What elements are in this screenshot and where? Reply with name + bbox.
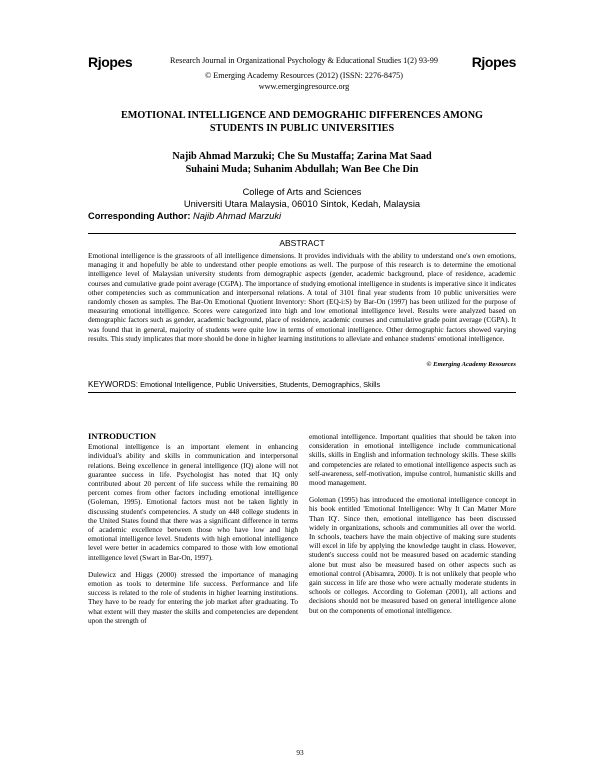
abstract-heading: ABSTRACT: [279, 238, 325, 248]
affiliation-line-1: College of Arts and Sciences: [242, 187, 362, 197]
title-line-1: EMOTIONAL INTELLIGENCE AND DEMOGRAHIC DIFFERENCES AMONG: [121, 110, 483, 121]
keywords-label: KEYWORDS:: [88, 380, 139, 389]
divider-rule: [88, 392, 516, 393]
keywords: [88, 380, 516, 389]
journal-logo-left: Rjopes: [88, 54, 133, 70]
authors-line-1: Najib Ahmad Marzuki; Che Su Mustaffa; Zarina Mat Saad: [172, 151, 432, 162]
publisher-line: © Emerging Academy Resources (2012) (ISSN: 2276-8475): [205, 71, 403, 80]
journal-header: [88, 50, 516, 96]
corresponding-author: [88, 211, 281, 221]
title-line-2: STUDENTS IN PUBLIC UNIVERSITIES: [209, 122, 395, 134]
abstract-text: Emotional intelligence is the grassroots of all intelligence dimensions. It provides individuals with the ability to understand one's own emotions, managing it and hopefully be able to understand other people emotions as well. The purpose of this research is to determine the emotional intelligence level of Malaysian university students from demographic aspects (gender, academic background, place of residence, academic courses and cumulative grade point average (CGPA). The importance of studying emotional intelligence in students is imperative since it indicates other competencies such as communication and interpersonal relations. A total of 3101 final year students from 10 public universities were randomly chosen as samples. The Bar-On Emotional Quotient Inventory: Short (EQ-i:S) by Bar-On (1997) has been utilized for the purpose of measuring emotional intelligence. Scores were categorized into high and low emotional intelligence level. Results were analyzed based on demographic factors such as gender, academic background, place of residence, academic courses and cumulative grade point average (CGPA). It was found that in general, majority of students were quite low in terms of emotional intelligence. Other demographic factors showed varying results. This study implicates that more should be done in higher learning institutions to alleviate and enhance students' emotional intelligence.: [88, 251, 516, 343]
paragraph: emotional intelligence. Important qualities that should be taken into consideration in emotional intelligence include communicational skills, skills in English and information technology skills. These skills and competencies are related to emotional intelligence aspects such as self-awareness, self-motivation, impulse control, humanistic skills and mood management.: [309, 432, 516, 488]
paragraph: Emotional intelligence is an important element in enhancing individual's ability and skills in communication and interpersonal relations. Being excellence in general intelligence (IQ) alone will not guarantee success in life. Psychologist has noted that IQ only contributed about 20 percent of life success while the remaining 80 percent comes from other factors including emotional intelligence (Goleman, 1995). Emotional factors must not be taken lightly in discussing student's competencies. A study on 448 college students in the United States found that there was a significant difference in terms of academic excellence between those who have low and high emotional intelligence level. Students with high emotional intelligence level were better in academics compared to those with low emotional intelligence level (Swart in Bar-On, 1997).: [88, 442, 298, 562]
corresponding-label: Corresponding Author:: [88, 211, 191, 221]
corresponding-name: Najib Ahmad Marzuki: [193, 211, 282, 221]
column-right: [309, 432, 516, 623]
column-left: [88, 432, 298, 633]
abstract-copyright: © Emerging Academy Resources: [426, 361, 516, 368]
affiliation-line-2: Universiti Utara Malaysia, 06010 Sintok, Kedah, Malaysia: [183, 199, 421, 209]
paragraph: Goleman (1995) has introduced the emotional intelligence concept in his book entitled 'Emotional Intelligence: Why It Can Matter More Than IQ'. Since then, emotional intelligence has been discussed widely in organizations, schools and communities all over the world. In schools, teachers have the main objective of making sure students will excel in life by applying the knowledge taught in class. However, student's success could not be measured based on academic standing alone but must also be measured based on other aspects such as emotional control (Abisamra, 2000). It is not unlikely that people who gain success in life are those who were actually moderate students in schools or colleges. According to Goleman (2001), all actions and decisions should not be measured based on general intelligence alone but on the components of emotional intelligence.: [309, 495, 516, 615]
affiliation: [88, 186, 516, 210]
divider-rule: [88, 233, 516, 234]
journal-website[interactable]: www.emergingresource.org: [258, 82, 350, 91]
page-number: 93: [296, 748, 304, 757]
journal-logo-right: Rjopes: [471, 54, 516, 70]
journal-citation: Research Journal in Organizational Psychology & Educational Studies 1(2) 93-99: [170, 56, 438, 65]
author-list: [88, 150, 516, 176]
paragraph: Dulewicz and Higgs (2000) stressed the importance of managing emotion as tools to determine life success. Performance and life success is related to the role of students in higher learning institutions. They have to be ready for entering the job market after graduating. To what extent will they master the skills and competencies are dependent upon the strength of: [88, 569, 298, 625]
authors-line-2: Suhaini Muda; Suhanim Abdullah; Wan Bee Che Din: [185, 164, 419, 175]
paper-title: [88, 110, 516, 135]
introduction-heading: INTRODUCTION: [88, 431, 157, 441]
keywords-text: Emotional Intelligence, Public Universities, Students, Demographics, Skills: [140, 380, 381, 389]
